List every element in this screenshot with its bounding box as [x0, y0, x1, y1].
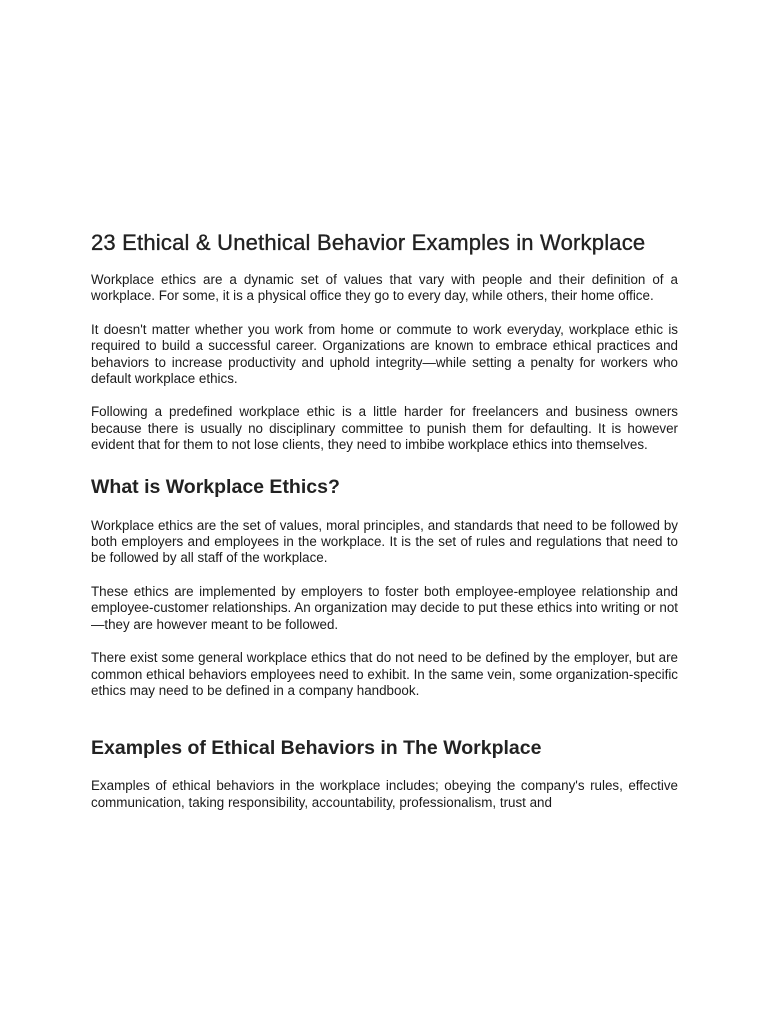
section-heading-what-is-workplace-ethics: What is Workplace Ethics?	[91, 475, 340, 498]
article-title: 23 Ethical & Unethical Behavior Examples in Workplace	[91, 230, 646, 255]
intro-paragraph-3: Following a predefined workplace ethic is a little harder for freelancers and business owners because there is usually no disciplinary committee to punish them for defaulting. It is however evident that for them to not lose clients, they need to imbibe workplace ethics into themselves.	[91, 404, 678, 453]
section-heading-examples-ethical-behaviors: Examples of Ethical Behaviors in The Workplace	[91, 737, 542, 760]
intro-paragraph-1: Workplace ethics are a dynamic set of values that vary with people and their definition of a workplace. For some, it is a physical office they go to every day, while others, their home office.	[91, 272, 678, 304]
what-paragraph-2: These ethics are implemented by employers to foster both employee-employee relationship and employee-customer relationships. An organization may decide to put these ethics into writing or not—they are however meant to be followed.	[91, 583, 678, 632]
examples-paragraph-1: Examples of ethical behaviors in the workplace includes; obeying the company's rules, effective communication, taking responsibility, accountability, professionalism, trust and	[91, 778, 678, 810]
article-body	[91, 229, 678, 828]
intro-paragraph-2: It doesn't matter whether you work from home or commute to work everyday, workplace ethic is required to build a successful career. Organizations are known to embrace ethical practices and behaviors to increase productivity and uphold integrity—while setting a penalty for workers who default workplace ethics.	[91, 321, 678, 387]
what-paragraph-3: There exist some general workplace ethics that do not need to be defined by the employer, but are common ethical behaviors employees need to exhibit. In the same vein, some organization-specific ethics may need to be defined in a company handbook.	[91, 650, 678, 698]
what-paragraph-1: Workplace ethics are the set of values, moral principles, and standards that need to be followed by both employers and employees in the workplace. It is the set of rules and regulations that need to be followed by all staff of the workplace.	[91, 517, 678, 566]
